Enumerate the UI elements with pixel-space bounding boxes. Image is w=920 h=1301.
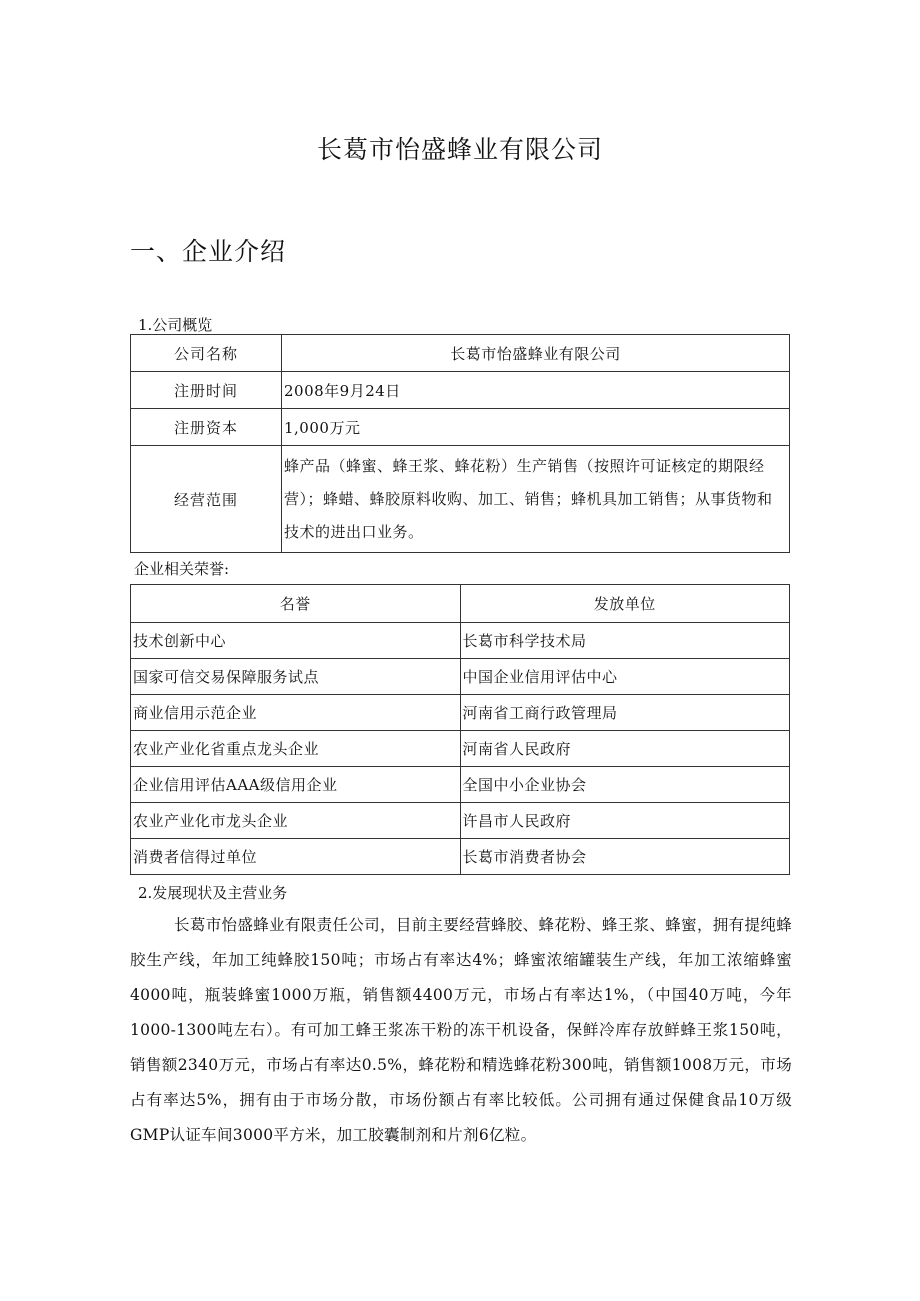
value-registered-capital: 1,000万元 [282, 409, 790, 446]
honor-name: 企业信用评估AAA级信用企业 [131, 767, 461, 803]
honor-issuer: 河南省人民政府 [460, 731, 790, 767]
table-row [131, 803, 790, 839]
honor-issuer: 河南省工商行政管理局 [460, 695, 790, 731]
value-business-scope: 蜂产品（蜂蜜、蜂王浆、蜂花粉）生产销售（按照许可证核定的期限经营）；蜂蜡、蜂胶原料收购、加工、销售；蜂机具加工销售；从事货物和技术的进出口业务。 [282, 446, 790, 553]
label-business-scope: 经营范围 [131, 446, 282, 553]
honor-name: 技术创新中心 [131, 623, 461, 659]
honor-issuer: 许昌市人民政府 [460, 803, 790, 839]
honor-name: 商业信用示范企业 [131, 695, 461, 731]
table-row [131, 446, 790, 553]
column-header-issuer: 发放单位 [460, 585, 790, 623]
value-company-name: 长葛市怡盛蜂业有限公司 [282, 335, 790, 372]
table-row [131, 767, 790, 803]
label-registered-capital: 注册资本 [131, 409, 282, 446]
label-company-name: 公司名称 [131, 335, 282, 372]
table-row [131, 409, 790, 446]
honors-heading: 企业相关荣誉: [134, 560, 230, 578]
development-paragraph: 长葛市怡盛蜂业有限责任公司，目前主要经营蜂胶、蜂花粉、蜂王浆、蜂蜜，拥有提纯蜂胶生产线，年加工纯蜂胶150吨；市场占有率达4%；蜂蜜浓缩罐装生产线，年加工浓缩蜂蜜4000吨，瓶装蜂蜜1000万瓶，销售额4400万元，市场占有率达1%，（中国40万吨，今年1000-1300吨左右）。有可加工蜂王浆冻干粉的冻干机设备，保鲜冷库存放鲜蜂王浆150吨，销售额2340万元，市场占有率达0.5%，蜂花粉和精选蜂花粉300吨，销售额1008万元，市场占有率达5%，拥有由于市场分散，市场份额占有率比较低。公司拥有通过保健食品10万级GMP认证车间3000平方米，加工胶囊制剂和片剂6亿粒。 [130, 916, 792, 1144]
table-header-row [131, 585, 790, 623]
honor-name: 农业产业化省重点龙头企业 [131, 731, 461, 767]
overview-heading: 1.公司概览 [138, 316, 213, 334]
company-overview-table [130, 334, 790, 553]
development-heading: 2.发展现状及主营业务 [138, 884, 288, 902]
column-header-honor: 名誉 [131, 585, 461, 623]
label-registration-date: 注册时间 [131, 372, 282, 409]
honor-name: 国家可信交易保障服务试点 [131, 659, 461, 695]
table-row [131, 623, 790, 659]
table-row [131, 372, 790, 409]
table-row [131, 695, 790, 731]
table-row [131, 731, 790, 767]
honor-issuer: 全国中小企业协会 [460, 767, 790, 803]
honor-issuer: 长葛市科学技术局 [460, 623, 790, 659]
value-registration-date: 2008年9月24日 [282, 372, 790, 409]
table-row [131, 839, 790, 875]
table-row [131, 335, 790, 372]
section-heading-company-intro: 一、企业介绍 [130, 237, 287, 266]
honors-table [130, 584, 790, 875]
document-title: 长葛市怡盛蜂业有限公司 [316, 135, 603, 164]
table-row [131, 659, 790, 695]
honor-name: 农业产业化市龙头企业 [131, 803, 461, 839]
honor-issuer: 长葛市消费者协会 [460, 839, 790, 875]
honor-issuer: 中国企业信用评估中心 [460, 659, 790, 695]
honor-name: 消费者信得过单位 [131, 839, 461, 875]
